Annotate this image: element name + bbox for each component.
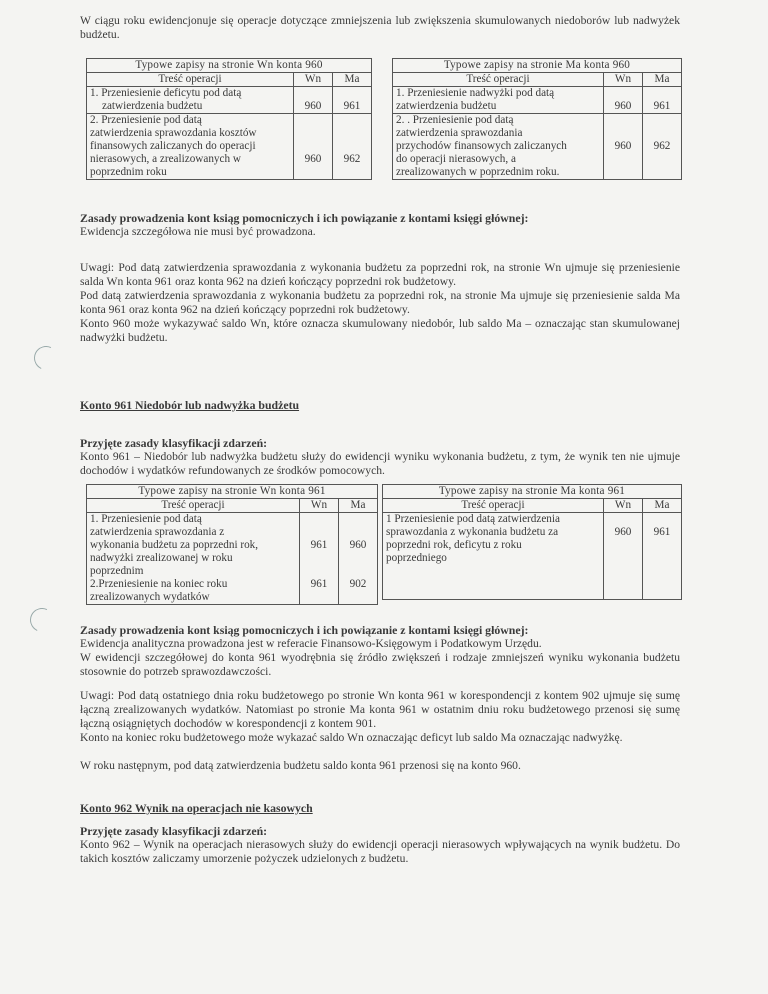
row-desc: 1 Przeniesienie pod datą zatwierdzenia	[386, 513, 560, 525]
table-961-ma	[382, 484, 682, 600]
table-961-wn	[86, 484, 378, 605]
table-960-wn	[86, 58, 372, 180]
rules-heading: Przyjęte zasady klasyfikacji zdarzeń:	[80, 824, 268, 838]
section-subtext: Ewidencja analityczna prowadzona jest w referacie Finansowo-Księgowym i Podatkowym Urzędu.	[80, 637, 542, 650]
table-960-ma	[392, 58, 682, 180]
table-row	[87, 114, 372, 180]
table-row	[383, 513, 682, 600]
rules-text: Konto 962 – Wynik na operacjach nierasowych służy do ewidencji operacji nierasowych wpływających na wynik budżetu. Do takich kosztów zaliczamy umorzenie pożyczek udzielonych z budżetu.	[80, 838, 680, 865]
section-heading: Zasady prowadzenia kont ksiąg pomocniczych i ich powiązanie z kontami księgi głównej:	[80, 623, 529, 637]
row-desc: poprzedni rok, deficytu z roku	[386, 539, 522, 551]
row-desc: poprzednim roku	[90, 166, 167, 178]
col-header-wn: Wn	[294, 73, 333, 87]
table-row	[393, 114, 682, 180]
row-desc: wykonania budżetu za poprzedni rok,	[90, 539, 259, 551]
uwagi-paragraph: W roku następnym, pod datą zatwierdzenia budżetu saldo konta 961 przenosi się na konto 960.	[80, 759, 521, 772]
row-wn: 961	[310, 539, 328, 551]
row-desc: 1. Przeniesienie deficytu pod datą	[90, 87, 242, 99]
intro-paragraph: W ciągu roku ewidencjonuje się operacje dotyczące zmniejszenia lub zwiększenia skumulowanych niedoborów lub nadwyżek budżetu.	[80, 14, 680, 41]
section-paragraph: W ewidencji szczegółowej do konta 961 wyodrębnia się źródło zwiększeń i rodzaje zmniejszeń wyniku wykonania budżetu stosownie do potrzeb sprawozdawczości.	[80, 651, 680, 678]
row-wn: 960	[614, 100, 632, 112]
col-header-wn: Wn	[604, 499, 643, 513]
table-title: Typowe zapisy na stronie Wn konta 960	[87, 59, 372, 73]
row-desc: sprawozdania z wykonania budżetu za	[386, 526, 559, 538]
account-961-title: Konto 961 Niedobór lub nadwyżka budżetu	[80, 398, 300, 412]
col-header-ma: Ma	[643, 73, 682, 87]
uwagi-paragraph: Konto na koniec roku budżetowego może wykazać saldo Wn oznaczając deficyt lub saldo Ma oznaczając nadwyżkę.	[80, 731, 623, 744]
row-ma: 962	[343, 153, 361, 165]
row-ma: 961	[343, 100, 361, 112]
row-ma: 902	[349, 578, 367, 590]
row-wn: 961	[310, 578, 328, 590]
col-header-desc: Treść operacji	[393, 73, 604, 87]
uwagi-paragraph: Pod datą zatwierdzenia sprawozdania z wykonania budżetu za poprzedni rok, na stronie Ma ujmuje się przeniesienie salda Ma konta 961 oraz konta 962 na dzień kończący poprzedni rok budżetowy.	[80, 289, 680, 316]
punch-hole-mark	[31, 343, 62, 374]
table-title: Typowe zapisy na stronie Ma konta 961	[383, 485, 682, 499]
row-desc: poprzednim	[90, 565, 144, 577]
rules-text: Konto 961 – Niedobór lub nadwyżka budżetu służy do ewidencji wyniku wykonania budżetu, z tym, że wynik ten nie ujmuje dochodów i wydatków refundowanych ze środków pomocowych.	[80, 450, 680, 477]
section-heading: Zasady prowadzenia kont ksiąg pomocniczych i ich powiązanie z kontami księgi głównej:	[80, 211, 529, 225]
col-header-ma: Ma	[333, 73, 372, 87]
rules-heading: Przyjęte zasady klasyfikacji zdarzeń:	[80, 436, 268, 450]
col-header-ma: Ma	[643, 499, 682, 513]
row-wn: 960	[614, 140, 632, 152]
table-title: Typowe zapisy na stronie Ma konta 960	[393, 59, 682, 73]
row-ma: 962	[653, 140, 671, 152]
row-desc: zatwierdzenia budżetu	[396, 100, 497, 112]
row-desc: nadwyżki zrealizowanej w roku	[90, 552, 233, 564]
row-ma: 960	[349, 539, 367, 551]
table-row	[87, 87, 372, 114]
uwagi-paragraph: Uwagi: Pod datą zatwierdzenia sprawozdania z wykonania budżetu za poprzedni rok, na stronie Wn ujmuje się przeniesienie salda Wn konta 961 oraz konta 962 na dzień kończący poprzedni rok budżetowy.	[80, 261, 680, 288]
row-desc: do operacji nierasowych, a	[396, 153, 516, 165]
row-desc: zrealizowanych w poprzednim roku.	[396, 166, 560, 178]
col-header-desc: Treść operacji	[87, 499, 300, 513]
account-962-title: Konto 962 Wynik na operacjach nie kasowych	[80, 801, 313, 815]
row-wn: 960	[304, 100, 322, 112]
row-desc: przychodów finansowych zaliczanych	[396, 140, 567, 152]
row-ma: 961	[653, 526, 671, 538]
row-desc: zrealizowanych wydatków	[90, 591, 210, 603]
row-desc: poprzedniego	[386, 552, 447, 564]
table-title: Typowe zapisy na stronie Wn konta 961	[87, 485, 378, 499]
row-desc: 1. Przeniesienie nadwyżki pod datą	[396, 87, 555, 99]
col-header-wn: Wn	[300, 499, 339, 513]
row-wn: 960	[304, 153, 322, 165]
row-desc: zatwierdzenia sprawozdania	[396, 127, 523, 139]
col-header-ma: Ma	[339, 499, 378, 513]
table-row	[393, 87, 682, 114]
uwagi-paragraph: Uwagi: Pod datą ostatniego dnia roku budżetowego po stronie Wn konta 961 w korespondencji z kontem 902 ujmuje się sumę łączną zrealizowanych wydatków. Natomiast po stronie Ma konta 961 w ostatnim dniu roku budżetowego przenosi się sumę łączną osiągniętych dochodów w korespondencji z kontem 901.	[80, 689, 680, 730]
table-row	[87, 513, 378, 579]
col-header-desc: Treść operacji	[87, 73, 294, 87]
row-wn: 960	[614, 526, 632, 538]
col-header-wn: Wn	[604, 73, 643, 87]
row-desc: nierasowych, a zrealizowanych w	[90, 153, 241, 165]
row-desc: 1. Przeniesienie pod datą	[90, 513, 202, 525]
section-subtext: Ewidencja szczegółowa nie musi być prowadzona.	[80, 225, 316, 238]
row-desc: zatwierdzenia budżetu	[102, 100, 203, 112]
row-desc: zatwierdzenia sprawozdania kosztów	[90, 127, 257, 139]
col-header-desc: Treść operacji	[383, 499, 604, 513]
row-ma: 961	[653, 100, 671, 112]
punch-hole-mark	[27, 605, 58, 636]
row-desc: finansowych zaliczanych do operacji	[90, 140, 256, 152]
row-desc: 2. . Przeniesienie pod datą	[396, 114, 514, 126]
uwagi-paragraph: Konto 960 może wykazywać saldo Wn, które oznacza skumulowany niedobór, lub saldo Ma – oznaczając stan skumulowanej nadwyżki budżetu.	[80, 317, 680, 344]
row-desc: 2. Przeniesienie pod datą	[90, 114, 202, 126]
table-row	[87, 578, 378, 605]
row-desc: zatwierdzenia sprawozdania z	[90, 526, 225, 538]
row-desc: 2.Przeniesienie na koniec roku	[90, 578, 228, 590]
